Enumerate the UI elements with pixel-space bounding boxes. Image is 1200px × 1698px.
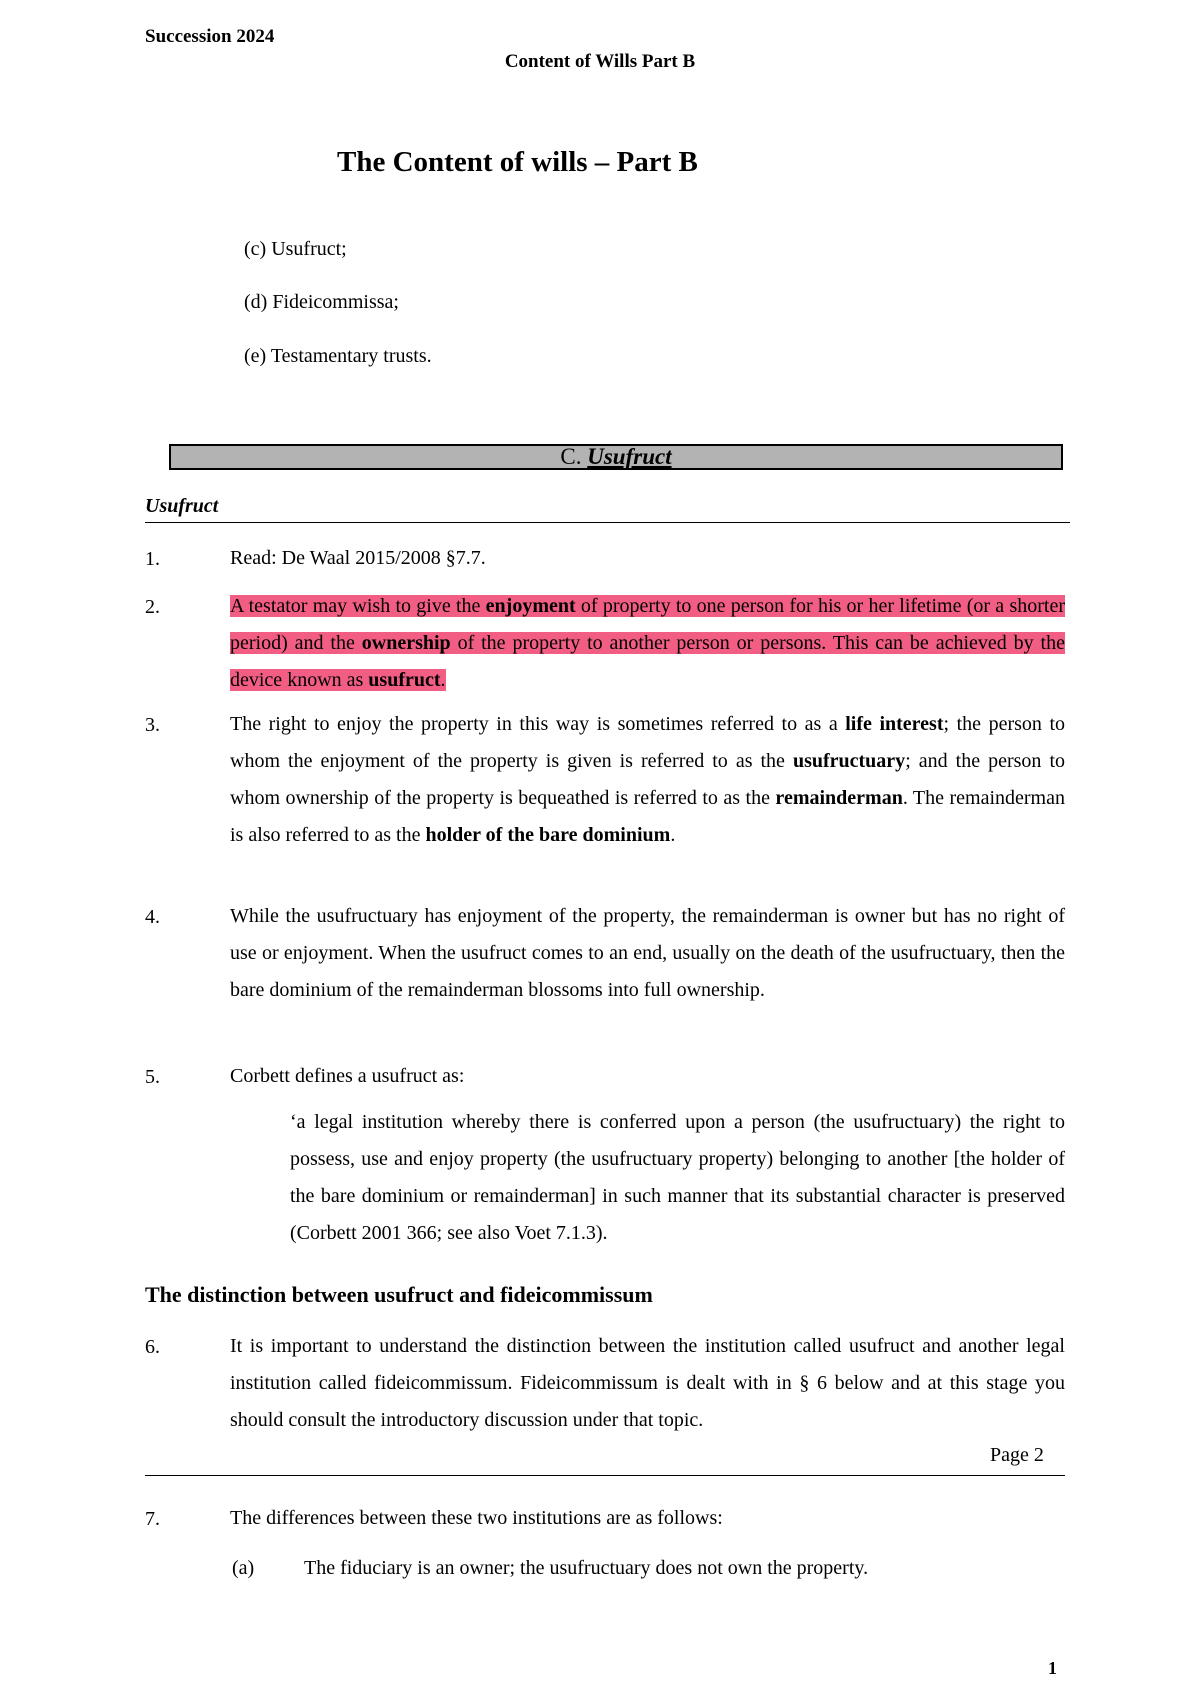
para-number: 7. xyxy=(145,1508,160,1530)
para-number: 5. xyxy=(145,1066,160,1088)
toc-item-fideicommissa: (d) Fideicommissa; xyxy=(244,291,399,313)
para-text: . xyxy=(670,824,676,846)
para-5 xyxy=(230,1058,1065,1095)
bold-term: usufructuary xyxy=(792,750,906,772)
section-band xyxy=(169,444,1063,470)
para-4-text: While the usufructuary has enjoyment of the property, the remainderman is owner but has no right of use or enjoyment. When the usufruct comes to an end, usually on the death of the usufructuary, then the bare dominium of the remainderman blossoms into full ownership. xyxy=(230,905,1065,1001)
bold-term: enjoyment xyxy=(485,595,576,617)
sub-item-text: The fiduciary is an owner; the usufructuary does not own the property. xyxy=(304,1557,869,1579)
toc-item-usufruct: (c) Usufruct; xyxy=(244,238,347,260)
section-band-name: Usufruct xyxy=(587,444,672,469)
para-6-text: It is important to understand the distinction between the institution called usufruct and another legal institution called fideicommissum. Fideicommissum is dealt with in § 6 below and at this stage you should consult the introductory discussion under that topic. xyxy=(230,1335,1065,1431)
subheading-usufruct: Usufruct xyxy=(145,495,219,517)
para-number: 2. xyxy=(145,596,160,618)
bold-term: life interest xyxy=(845,713,944,735)
para-1 xyxy=(230,540,1065,577)
toc-item-testamentary-trusts: (e) Testamentary trusts. xyxy=(244,345,432,367)
page-title: The Content of wills – Part B xyxy=(337,146,698,178)
para-number: 6. xyxy=(145,1336,160,1358)
para-3 xyxy=(230,706,1065,854)
para-text: ; the person to whom the enjoyment of the property is given is referred to as the xyxy=(230,713,1066,772)
para-number: 4. xyxy=(145,906,160,928)
para-4 xyxy=(230,898,1065,1009)
bold-term: remainderman xyxy=(775,787,903,809)
para-7-text: The differences between these two institutions are as follows: xyxy=(230,1507,723,1529)
running-title: Content of Wills Part B xyxy=(504,51,696,72)
para-7 xyxy=(230,1500,1065,1537)
bold-term: ownership xyxy=(361,632,451,654)
page-number: 1 xyxy=(1048,1658,1057,1678)
section-heading: The distinction between usufruct and fideicommissum xyxy=(145,1282,653,1307)
para-6 xyxy=(230,1328,1065,1439)
corbett-quote xyxy=(290,1104,1065,1252)
section-band-letter: C. xyxy=(560,444,582,469)
para-1-text: Read: De Waal 2015/2008 §7.7. xyxy=(230,547,486,569)
subheading-rule xyxy=(145,522,1070,523)
para-2 xyxy=(230,588,1065,699)
para-5-text: Corbett defines a usufruct as: xyxy=(230,1065,465,1087)
highlight-text: of the property to another person or persons. This can be achieved by the device known as xyxy=(230,632,1065,691)
highlight-text: . xyxy=(440,669,446,691)
para-text: ; and the person to whom ownership of the property is bequeathed is referred to as the xyxy=(230,750,1065,809)
para-number: 3. xyxy=(145,714,160,736)
course-header: Succession 2024 xyxy=(145,26,275,47)
bold-term: usufruct xyxy=(368,669,441,691)
sub-item-label: (a) xyxy=(232,1557,255,1579)
para-number: 1. xyxy=(145,548,160,570)
quote-text: ‘a legal institution whereby there is conferred upon a person (the usufructuary) the right to possess, use and enjoy property (the usufructuary property) belonging to another [the holder of the bare dominium or remainderman] in such manner that its substantial character is preserved (Corbett 2001 366; see also Voet 7.1.3). xyxy=(290,1111,1065,1244)
para-text: The right to enjoy the property in this way is sometimes referred to as a xyxy=(230,713,846,735)
page-break-rule xyxy=(145,1475,1065,1476)
bold-term: holder of the bare dominium xyxy=(425,824,671,846)
highlight-text: of property to one person for his or her lifetime (or a shorter period) and the xyxy=(230,595,1065,654)
page-label: Page 2 xyxy=(990,1444,1044,1466)
highlight-text: A testator may wish to give the xyxy=(230,595,486,617)
para-text: . The remainderman is also referred to as the xyxy=(230,787,1065,846)
